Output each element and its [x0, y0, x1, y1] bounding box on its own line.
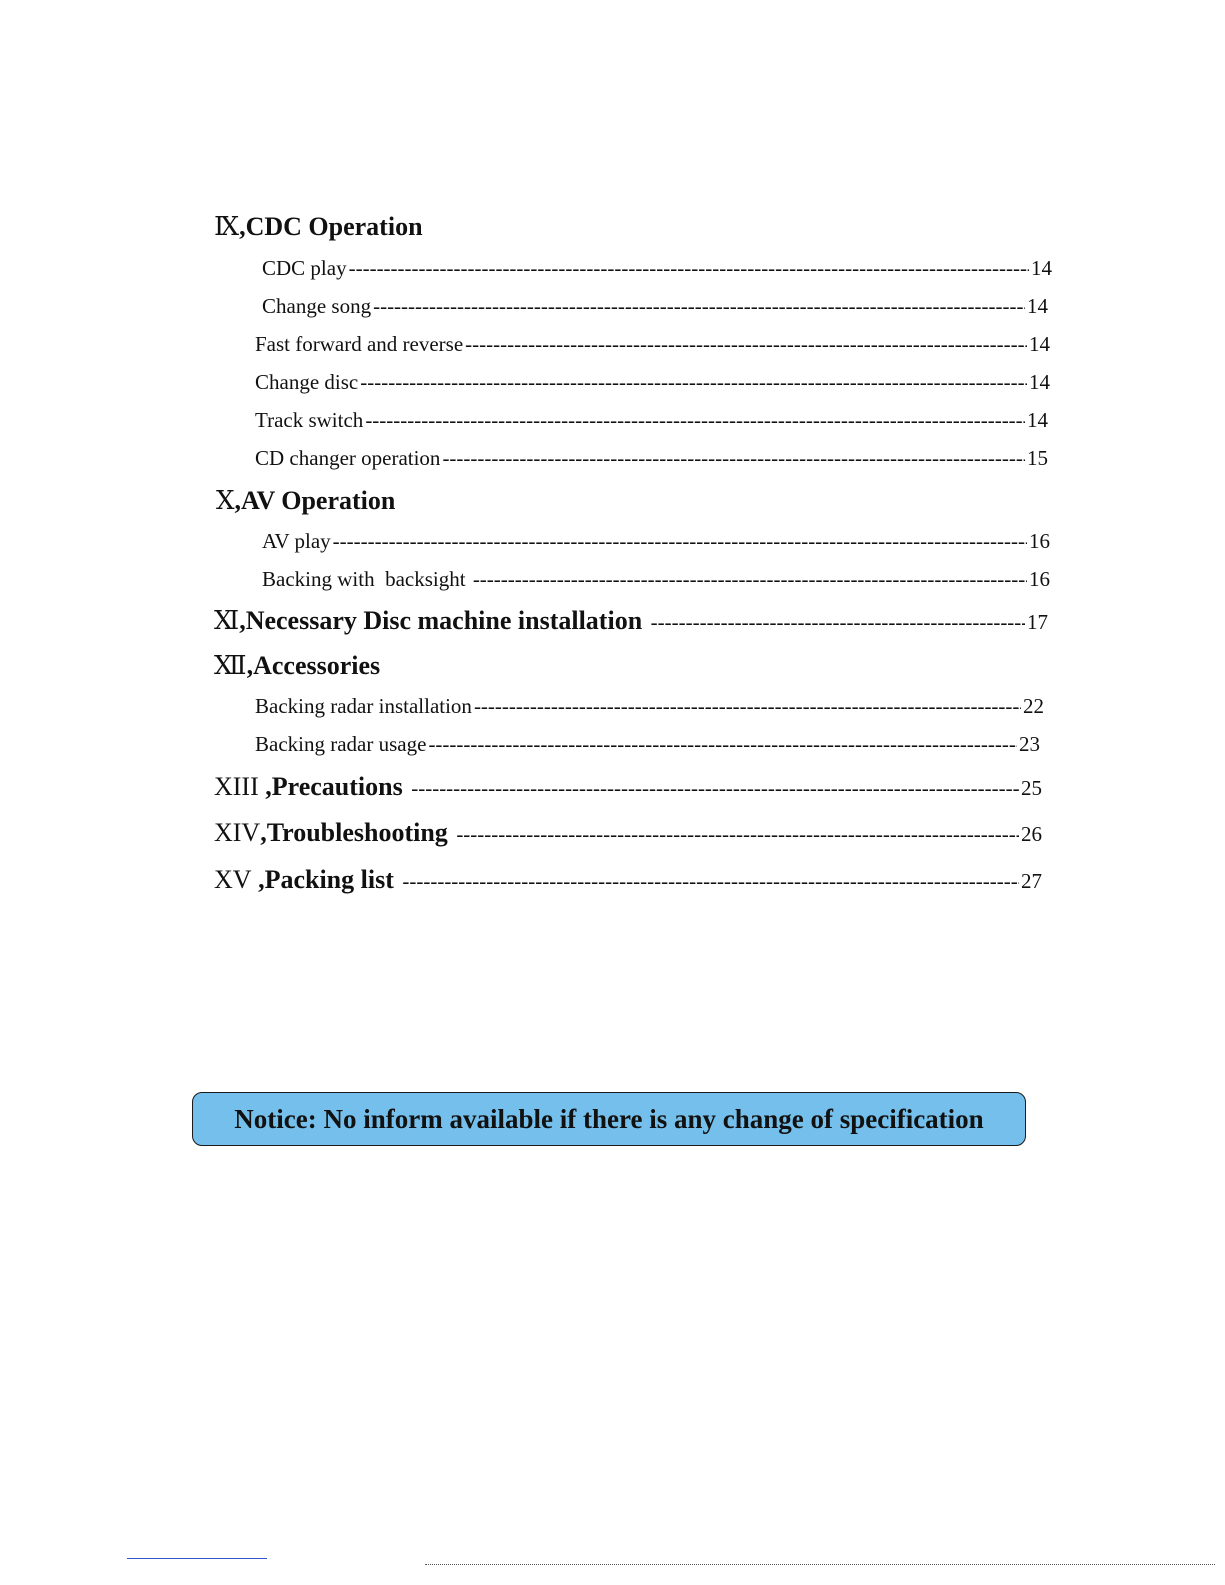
entry-page-number: 25 [1021, 776, 1042, 800]
toc-entry-track-switch[interactable] [255, 408, 1048, 433]
toc-heading-accessories [214, 651, 1054, 681]
section-numeral: XIII [214, 772, 259, 801]
toc-heading-av-operation [216, 486, 1056, 516]
dot-leader [474, 694, 1021, 719]
toc-heading-troubleshooting[interactable] [214, 818, 1042, 848]
entry-page-number: 14 [1027, 294, 1048, 318]
section-numeral: XIV [214, 818, 261, 847]
dot-leader [402, 869, 1019, 894]
toc-heading-disc-machine-installation[interactable] [214, 606, 1048, 636]
toc-entry-cd-changer-operation[interactable] [255, 446, 1048, 471]
toc-entry-backing-radar-usage[interactable] [255, 732, 1040, 757]
toc-entry-backing-radar-installation[interactable] [255, 694, 1044, 719]
entry-label: CDC play [262, 256, 347, 280]
section-numeral: Ⅹ [216, 486, 235, 515]
entry-label: Fast forward and reverse [255, 332, 464, 356]
dot-leader [411, 776, 1019, 801]
toc-heading-cdc-operation [214, 212, 1054, 242]
section-numeral: XV [214, 865, 252, 894]
dot-leader [442, 446, 1025, 471]
section-title: ,Packing list [251, 865, 401, 894]
section-title: ,Troubleshooting [260, 818, 455, 847]
section-title: ,Necessary Disc machine installation [239, 606, 649, 635]
dot-leader [651, 610, 1025, 635]
footer-rule-left [127, 1558, 267, 1559]
section-numeral: Ⅻ [214, 651, 247, 680]
entry-page-number: 14 [1031, 256, 1052, 280]
entry-page-number: 23 [1019, 732, 1040, 756]
entry-label: CD changer operation [255, 446, 441, 470]
entry-page-number: 22 [1023, 694, 1044, 718]
section-title: ,AV Operation [234, 486, 396, 515]
entry-label: Backing with backsight [262, 567, 471, 591]
section-numeral: Ⅸ [214, 212, 240, 241]
entry-page-number: 17 [1027, 610, 1048, 634]
dot-leader [349, 256, 1029, 281]
specification-notice-box [192, 1092, 1026, 1146]
dot-leader [473, 567, 1027, 592]
toc-entry-av-play[interactable] [262, 529, 1050, 554]
entry-label: Backing radar usage [255, 732, 427, 756]
entry-page-number: 27 [1021, 869, 1042, 893]
toc-entry-cdc-play[interactable] [262, 256, 1052, 281]
entry-page-number: 16 [1029, 529, 1050, 553]
dot-leader [428, 732, 1017, 757]
entry-label: Track switch [255, 408, 364, 432]
entry-page-number: 14 [1027, 408, 1048, 432]
section-title: ,Precautions [258, 772, 410, 801]
footer-rule-right [425, 1564, 1215, 1565]
section-title: ,Accessories [246, 651, 381, 680]
dot-leader [333, 529, 1027, 554]
entry-label: AV play [262, 529, 331, 553]
section-numeral: Ⅺ [214, 606, 240, 635]
dot-leader [465, 332, 1027, 357]
dot-leader [365, 408, 1025, 433]
toc-entry-fast-forward-reverse[interactable] [255, 332, 1050, 357]
notice-text: Notice: No inform available if there is any change of specification [234, 1103, 984, 1134]
entry-label: Change disc [255, 370, 359, 394]
entry-page-number: 15 [1027, 446, 1048, 470]
dot-leader [360, 370, 1027, 395]
entry-page-number: 16 [1029, 567, 1050, 591]
entry-page-number: 14 [1029, 332, 1050, 356]
entry-page-number: 14 [1029, 370, 1050, 394]
entry-label: Change song [262, 294, 372, 318]
toc-entry-backing-with-backsight[interactable] [262, 567, 1050, 592]
entry-page-number: 26 [1021, 822, 1042, 846]
toc-entry-change-song[interactable] [262, 294, 1048, 319]
section-title: ,CDC Operation [239, 212, 423, 241]
toc-heading-precautions[interactable] [214, 772, 1042, 802]
dot-leader [456, 822, 1019, 847]
dot-leader [373, 294, 1025, 319]
toc-entry-change-disc[interactable] [255, 370, 1050, 395]
toc-heading-packing-list[interactable] [214, 865, 1042, 895]
entry-label: Backing radar installation [255, 694, 472, 718]
